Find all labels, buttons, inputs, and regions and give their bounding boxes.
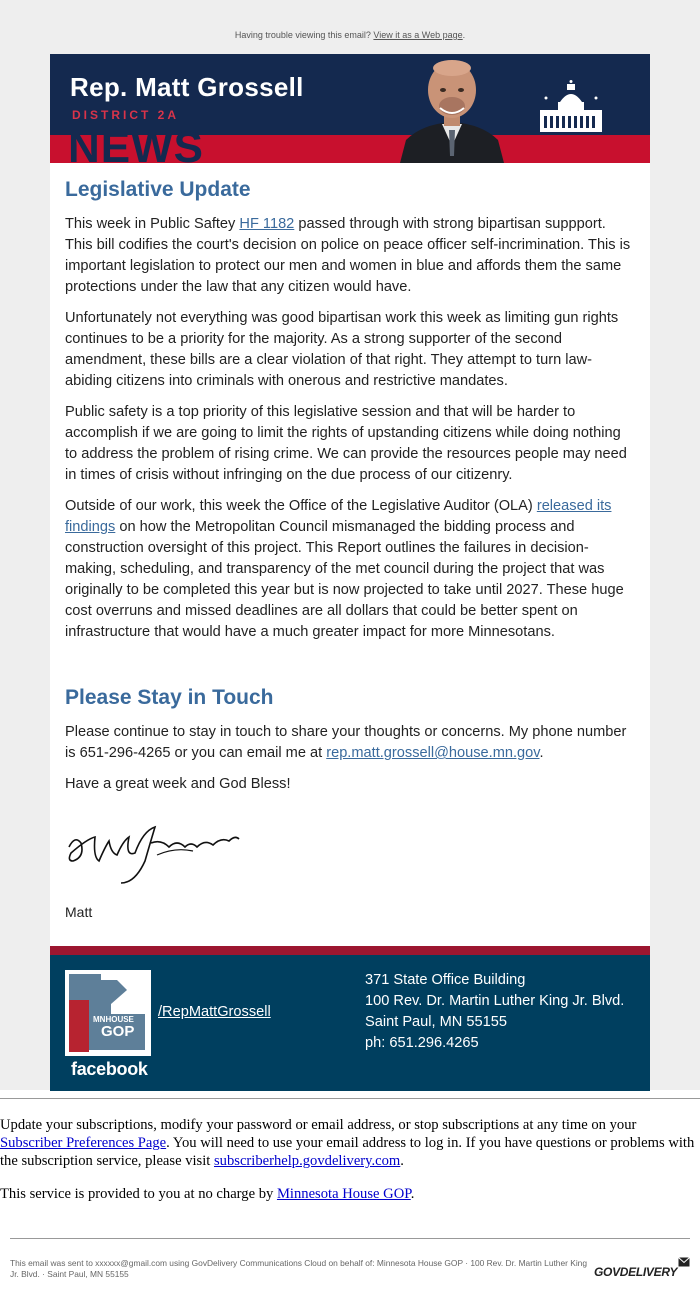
subscriber-help-link[interactable]: subscriberhelp.govdelivery.com (214, 1153, 401, 1169)
rep-name: Rep. Matt Grossell (70, 72, 304, 102)
rep-photo (392, 54, 512, 163)
phone-line: ph: 651.296.4265 (365, 1035, 479, 1051)
delivery-notice: This email was sent to xxxxxx@gmail.com using GovDelivery Communications Cloud on behalf of: Minnesota House GOP · 100 Rev. Dr. Martin Luther King Jr. Blvd. · Saint Paul, MN 55155 (10, 1258, 588, 1279)
view-online-notice: Having trouble viewing this email? View it as a Web page. (234, 30, 466, 40)
subscriber-preferences-link[interactable]: Subscriber Preferences Page (0, 1135, 167, 1151)
paragraph-contact: Please continue to stay in touch to share your thoughts or concerns. My phone number is 651-296-4265 or you can email me at rep.matt.grossell@house.mn.gov. (65, 724, 627, 761)
facebook-page-link[interactable]: /RepMattGrossell (158, 1004, 271, 1020)
released-findings-link[interactable]: released its findings (65, 498, 612, 535)
divider (10, 1238, 690, 1239)
subscription-notice: Update your subscriptions, modify your password or email address, or stop subscriptions at any time on your Subscriber Preferences Page. You will need to use your email address to log in. If you have questions or problems with the subscription service, please visit subscriberhelp.govdelivery.com. This service is provided to you at no charge by Minnesota House GOP. (0, 1117, 695, 1202)
signature-image (65, 817, 245, 887)
divider (0, 1098, 700, 1099)
capitol-icon (538, 80, 604, 136)
paragraph-gun-rights: Unfortunately not everything was good bipartisan work this week as limiting gun rights continues to be a priority for the majority. As a strong supporter of the second amendment, these bills are a clear violation of that right. They attempt to turn law-abiding citizens into criminals with onerous and restrictive mandates. (65, 310, 619, 389)
newsletter-body (50, 163, 650, 946)
district-label: DISTRICT 2A (72, 108, 180, 122)
address-line: 371 State Office Building (365, 972, 526, 988)
news-wordmark: NEWS (68, 123, 204, 163)
paragraph-closing: Have a great week and God Bless! (65, 776, 291, 792)
legislative-update-heading: Legislative Update (65, 178, 251, 201)
signature-name: Matt (65, 904, 93, 920)
govdelivery-logo: GOVDELIVERY (594, 1265, 678, 1279)
newsletter-header (50, 54, 650, 163)
svg-text:MNHOUSE: MNHOUSE (93, 1015, 134, 1024)
trouble-text: Having trouble viewing this email? (234, 30, 371, 40)
paragraph-public-safety: This week in Public Saftey HF 1182 passed through with strong bipartisan suppport. This bill codifies the court's decision on police on peace officer self-incrimination. This is important legislation to protect our men and women in blue and affords them the same protections under the law that any citizen would have. (65, 216, 631, 295)
stay-in-touch-heading: Please Stay in Touch (65, 686, 274, 709)
facebook-wordmark: facebook (71, 1059, 148, 1079)
paragraph-priority: Public safety is a top priority of this legislative session and that will be harder to accomplish if we are going to limit the rights of upstanding citizens while doing nothing to address the problem of rising crime. We can provide the resources people may need in times of crisis without infringing on the due process of our citizenry. (65, 404, 627, 483)
hf-1182-link[interactable]: HF 1182 (239, 216, 295, 232)
envelope-icon (678, 1257, 690, 1267)
mn-house-gop-logo (65, 970, 151, 1056)
newsletter-footer (50, 946, 650, 1091)
view-web-page-link[interactable]: View it as a Web page (373, 30, 463, 40)
address-line: 100 Rev. Dr. Martin Luther King Jr. Blvd. (365, 993, 625, 1009)
address-line: Saint Paul, MN 55155 (365, 1014, 507, 1030)
email-link[interactable]: rep.matt.grossell@house.mn.gov (326, 745, 540, 761)
office-address (365, 970, 624, 1054)
newsletter-card (50, 54, 650, 1091)
svg-text:GOP: GOP (101, 1023, 135, 1040)
paragraph-ola: Outside of our work, this week the Office of the Legislative Auditor (OLA) released its findings on how the Metropolitan Council mismanaged the bidding process and construction oversight of this project. This Report outlines the failures in decision-making, scheduling, and transparency of the met council during the project that was originally to be completed this year but is now projected to take until 2027. These huge cost overruns and missed deadlines are all dollars that could be better spent on infrastructure that would have a much greater impact for more Minnesotans. (65, 498, 624, 640)
minnesota-house-gop-link[interactable]: Minnesota House GOP (276, 1186, 411, 1202)
